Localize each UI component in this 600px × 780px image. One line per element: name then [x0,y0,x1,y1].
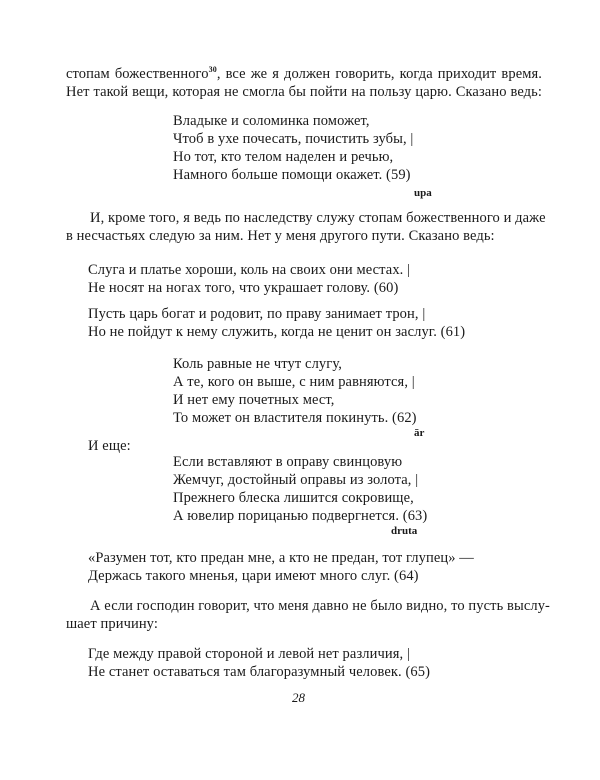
verse-63-line-2: Жемчуг, достойный оправы из золота, | [173,472,419,488]
verse-62-line-2: А те, кого он выше, с ним равняются, | [173,374,415,390]
verse-59-line-1: Владыке и соломинка поможет, [173,113,370,129]
verse-63-line-1: Если вставляют в оправу свинцовую [173,454,403,470]
verse-61-line-2: Но не пойдут к нему служить, когда не ценит он заслуг. (61) [88,324,466,340]
paragraph-3-line-2: шает причину: [66,616,158,632]
verse-63-line-4: А ювелир порицанью подвергнется. (63) [173,508,428,524]
verse-62-line-1: Коль равные не чтут слугу, [173,356,342,372]
verse-65-line-1: Где между правой стороной и левой нет различия, | [88,646,410,662]
verse-64-line-2: Держась такого мненья, цари имеют много слуг. (64) [88,568,419,584]
meter-marker-druta: druta [391,525,418,537]
intro-text-start: стопам божественного [66,66,209,82]
verse-60-line-2: Не носят на ногах того, что украшает голову. (60) [88,280,399,296]
verse-65-line-2: Не станет оставаться там благоразумный человек. (65) [88,664,431,680]
verse-63-line-3: Прежнего блеска лишится сокровище, [173,490,414,506]
verse-60-line-1: Слуга и платье хороши, коль на своих они местах. | [88,262,411,278]
verse-59-line-2: Чтоб в ухе почесать, почистить зубы, | [173,131,414,147]
verse-59-line-4: Намного больше помощи окажет. (59) [173,167,411,183]
intro-text-end: , все же я должен говорить, когда приходит время. [216,66,542,82]
meter-marker-upa: upa [414,187,432,199]
paragraph-3-line-1: А если господин говорит, что меня давно не было видно, то пусть выслу- [90,598,550,614]
verse-59-line-3: Но тот, кто телом наделен и речью, [173,149,394,165]
and-also-label: И еще: [88,438,131,454]
paragraph-2-line-2: в несчастьях следую за ним. Нет у меня другого пути. Сказано ведь: [66,228,495,244]
verse-62-line-4: То может он властителя покинуть. (62) [173,410,417,426]
verse-61-line-1: Пусть царь богат и родовит, по праву занимает трон, | [88,306,426,322]
paragraph-2-line-1: И, кроме того, я ведь по наследству служу стопам божественного и даже [90,210,546,226]
intro-line-2: Нет такой вещи, которая не смогла бы пойти на пользу царю. Сказано ведь: [66,84,542,100]
page-number: 28 [292,690,305,705]
footnote-ref: 30 [208,65,217,74]
verse-64-line-1: «Разумен тот, кто предан мне, а кто не предан, тот глупец» — [88,550,474,566]
meter-marker-ar: ār [414,427,425,439]
verse-62-line-3: И нет ему почетных мест, [173,392,335,408]
intro-line-1 [66,65,542,83]
